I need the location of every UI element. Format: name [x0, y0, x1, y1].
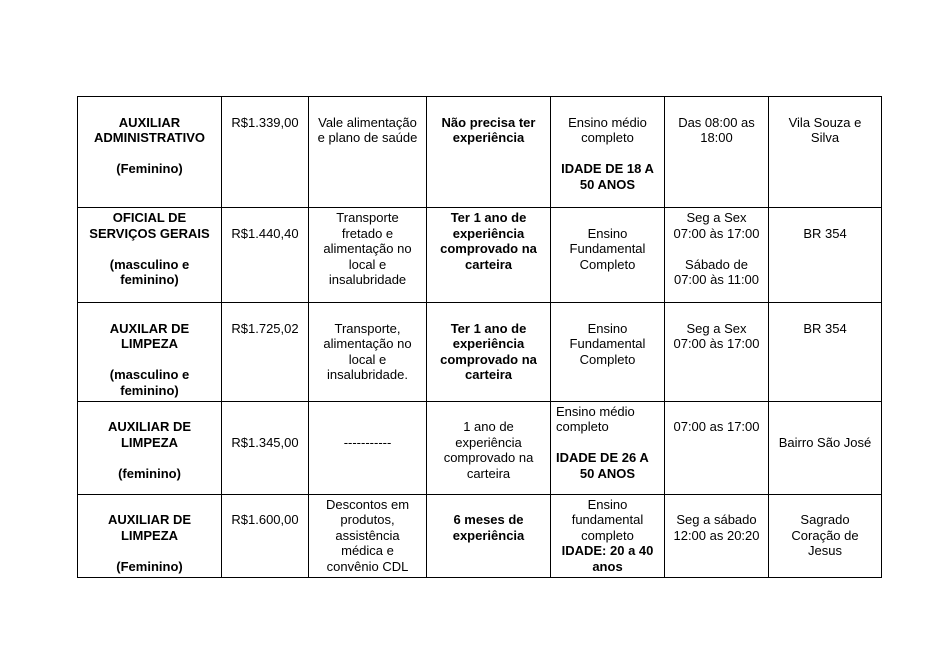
- salary-cell: R$1.345,00: [222, 401, 309, 494]
- job-role-cell: AUXILIAR ADMINISTRATIVO (Feminino): [78, 97, 222, 208]
- gender-label: (Feminino): [116, 558, 183, 574]
- education-cell: Ensino médio completo IDADE DE 18 A 50 ANOS: [551, 97, 665, 208]
- salary-cell: R$1.339,00: [222, 97, 309, 208]
- schedule-cell: Das 08:00 as 18:00: [665, 97, 769, 208]
- location-cell: Sagrado Coração de Jesus: [769, 494, 882, 577]
- benefits-cell: Transporte fretado e alimentação no local e insalubridade: [309, 208, 427, 303]
- salary-cell: R$1.725,02: [222, 303, 309, 402]
- gender-label: (masculino e: [109, 256, 190, 272]
- job-listings-table: [77, 96, 882, 578]
- benefits-cell: Descontos em produtos, assistência médica e convênio CDL: [309, 494, 427, 577]
- gender-label: (masculino e: [109, 367, 190, 383]
- schedule-cell: Seg a Sex 07:00 às 17:00 Sábado de 07:00 às 11:00: [665, 208, 769, 303]
- schedule-cell: 07:00 as 17:00: [665, 401, 769, 494]
- table-row: [78, 97, 882, 208]
- age-requirement: IDADE DE 26 A: [556, 450, 649, 466]
- experience-cell: Ter 1 ano de experiência comprovado na carteira: [427, 208, 551, 303]
- job-role-cell: AUXILAR DE LIMPEZA (masculino e feminino): [78, 303, 222, 402]
- location-cell: Vila Souza e Silva: [769, 97, 882, 208]
- job-role-cell: AUXILIAR DE LIMPEZA (feminino): [78, 401, 222, 494]
- age-requirement: IDADE DE 18 A: [561, 161, 654, 177]
- experience-cell: Não precisa ter experiência: [427, 97, 551, 208]
- experience-cell: Ter 1 ano de experiência comprovado na carteira: [427, 303, 551, 402]
- salary-cell: R$1.600,00: [222, 494, 309, 577]
- benefits-cell: Vale alimentação e plano de saúde: [309, 97, 427, 208]
- location-cell: BR 354: [769, 208, 882, 303]
- schedule-cell: Seg a sábado 12:00 as 20:20: [665, 494, 769, 577]
- education-cell: Ensino médio completo IDADE DE 26 A 50 ANOS: [551, 401, 665, 494]
- benefits-cell: -----------: [309, 401, 427, 494]
- location-cell: Bairro São José: [769, 401, 882, 494]
- education-cell: Ensino Fundamental Completo: [551, 303, 665, 402]
- location-cell: BR 354: [769, 303, 882, 402]
- table-row: [78, 208, 882, 303]
- age-requirement: IDADE: 20 a 40: [561, 543, 654, 559]
- table-row: [78, 401, 882, 494]
- education-cell: Ensino Fundamental Completo: [551, 208, 665, 303]
- gender-label: (Feminino): [116, 161, 183, 177]
- table-row: [78, 494, 882, 577]
- job-role-cell: OFICIAL DE SERVIÇOS GERAIS (masculino e feminino): [78, 208, 222, 303]
- table-row: [78, 303, 882, 402]
- schedule-cell: Seg a Sex 07:00 às 17:00: [665, 303, 769, 402]
- gender-label: (feminino): [118, 465, 181, 481]
- benefits-cell: Transporte, alimentação no local e insalubridade.: [309, 303, 427, 402]
- salary-cell: R$1.440,40: [222, 208, 309, 303]
- experience-cell: 6 meses de experiência: [427, 494, 551, 577]
- education-cell: Ensino fundamental completo IDADE: 20 a 40 anos: [551, 494, 665, 577]
- experience-cell: 1 ano de experiência comprovado na carteira: [427, 401, 551, 494]
- job-role-cell: AUXILIAR DE LIMPEZA (Feminino): [78, 494, 222, 577]
